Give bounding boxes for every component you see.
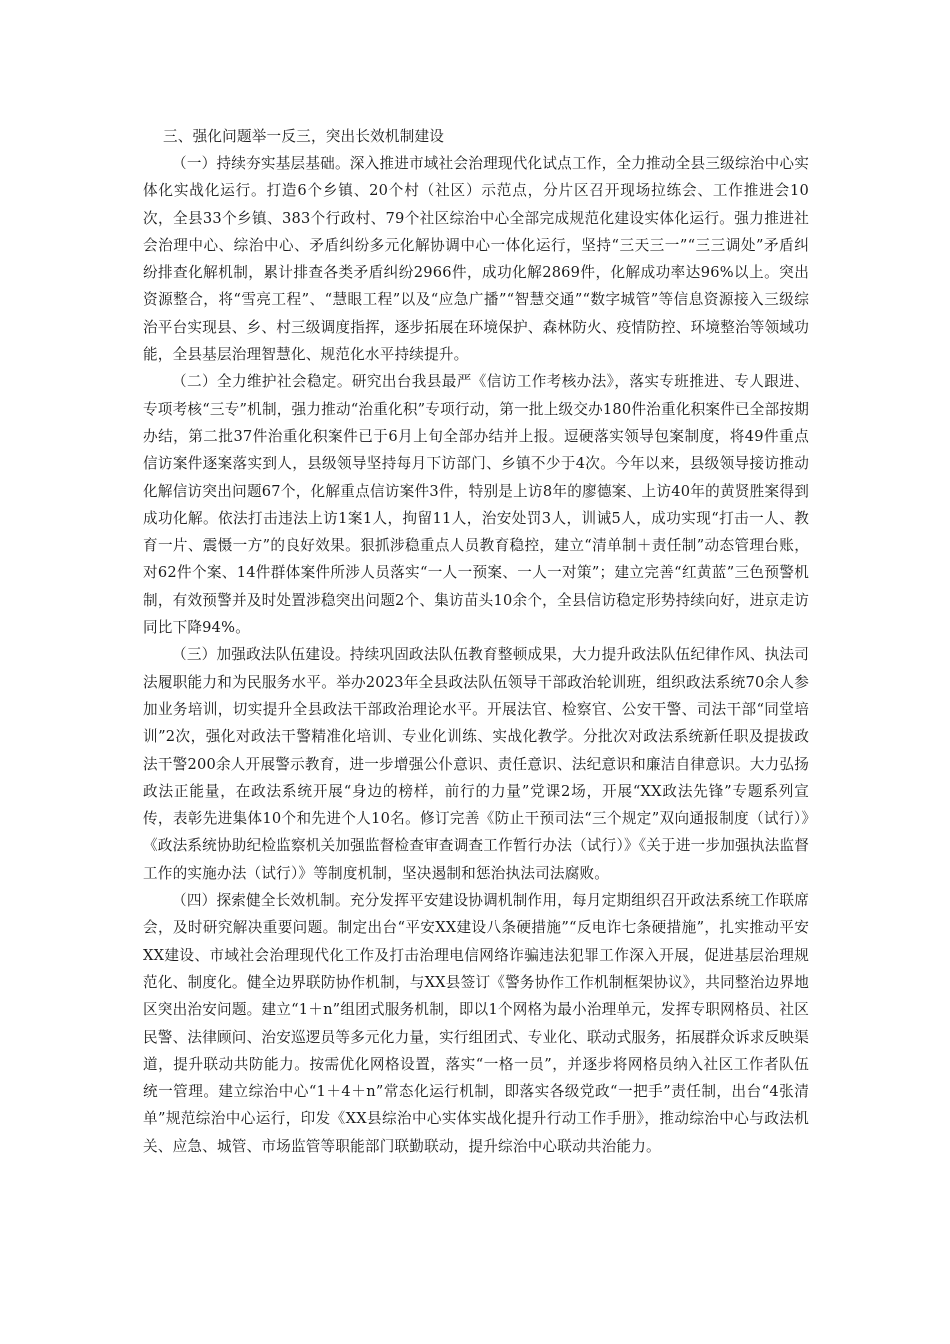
paragraph-political-legal-team: （三）加强政法队伍建设。持续巩固政法队伍教育整顿成果，大力提升政法队伍纪律作风、执法司法履职能力和为民服务水平。举办2023年全县政法队伍领导干部政治轮训班，组织政法系统70余人参加业务培训，切实提升全县政法干部政治理论水平。开展法官、检察官、公安干警、司法干部“同堂培训”2次，强化对政法干警精准化培训、专业化训练、实战化教学。分批次对政法系统新任职及提拔政法干警200余人开展警示教育，进一步增强公仆意识、责任意识、法纪意识和廉洁自律意识。大力弘扬政法正能量，在政法系统开展“身边的榜样，前行的力量”党课2场，开展“XX政法先锋”专题系列宣传，表彰先进集体10个和先进个人10名。修订完善《防止干预司法“三个规定”双向通报制度（试行）》《政法系统协助纪检监察机关加强监督检查审查调查工作暂行办法（试行）》《关于进一步加强执法监督工作的实施办法（试行）》等制度机制，坚决遏制和惩治执法司法腐败。 [143, 646, 809, 882]
paragraph-grassroots-foundation: （一）持续夯实基层基础。深入推进市域社会治理现代化试点工作，全力推动全县三级综治中心实体化实战化运行。打造6个乡镇、20个村（社区）示范点，分片区召开现场拉练会、工作推进会10次，全县33个乡镇、383个行政村、79个社区综治中心全部完成规范化建设实体化运行。强力推进社会治理中心、综治中心、矛盾纠纷多元化解协调中心一体化运行，坚持“三天三一”“三三调处”矛盾纠纷排查化解机制，累计排查各类矛盾纠纷2966件，成功化解2869件，化解成功率达96%以上。突出资源整合，将“雪亮工程”、“慧眼工程”以及“应急广播”“智慧交通”“数字城管”等信息资源接入三级综治平台实现县、乡、村三级调度指挥，逐步拓展在环境保护、森林防火、疫情防控、环境整治等领域功能，全县基层治理智慧化、规范化水平持续提升。 [143, 155, 809, 364]
paragraph-social-stability: （二）全力维护社会稳定。研究出台我县最严《信访工作考核办法》，落实专班推进、专人跟进、专项考核“三专”机制，强力推动“治重化积”专项行动，第一批上级交办180件治重化积案件已全部按期办结，第二批37件治重化积案件已于6月上旬全部办结并上报。逗硬落实领导包案制度，将49件重点信访案件逐案落实到人，县级领导坚持每月下访部门、乡镇不少于4次。今年以来，县级领导接访推动化解信访突出问题67个，化解重点信访案件3件，特别是上访8年的廖德案、上访40年的黄贤胜案得到成功化解。依法打击违法上访1案1人，拘留11人，治安处罚3人，训诫5人，成功实现“打击一人、教育一片、震慑一方”的良好效果。狠抓涉稳重点人员教育稳控，建立“清单制＋责任制”动态管理台账，对62件个案、14件群体案件所涉人员落实“一人一预案、一人一对策”；建立完善“红黄蓝”三色预警机制，有效预警并及时处置涉稳突出问题2个、集访苗头10余个，全县信访稳定形势持续向好，进京走访同比下降94%。 [143, 373, 809, 637]
paragraph-long-term-mechanism: （四）探索健全长效机制。充分发挥平安建设协调机制作用，每月定期组织召开政法系统工作联席会，及时研究解决重要问题。制定出台“平安XX建设八条硬措施”“反电诈七条硬措施”，扎实推动平安XX建设、市域社会治理现代化工作及打击治理电信网络诈骗违法犯罪工作深入开展，促进基层治理规范化、制度化。健全边界联防协作机制，与XX县签订《警务协作工作机制框架协议》，共同整治边界地区突出治安问题。建立“1＋n”组团式服务机制，即以1个网格为最小治理单元，发挥专职网格员、社区民警、法律顾问、治安巡逻员等多元化力量，实行组团式、专业化、联动式服务，拓展群众诉求反映渠道，提升联动共防能力。按需优化网格设置，落实“一格一员”，并逐步将网格员纳入社区工作者队伍统一管理。建立综治中心“1＋4＋n”常态化运行机制，即落实各级党政“一把手”责任制，出台“4张清单”规范综治中心运行，印发《XX县综治中心实体实战化提升行动工作手册》，推动综治中心与政法机关、应急、城管、市场监管等职能部门联勤联动，提升综治中心联动共治能力。 [143, 892, 809, 1155]
document-page [143, 123, 809, 1160]
section-heading: 三、强化问题举一反三，突出长效机制建设 [163, 128, 445, 145]
